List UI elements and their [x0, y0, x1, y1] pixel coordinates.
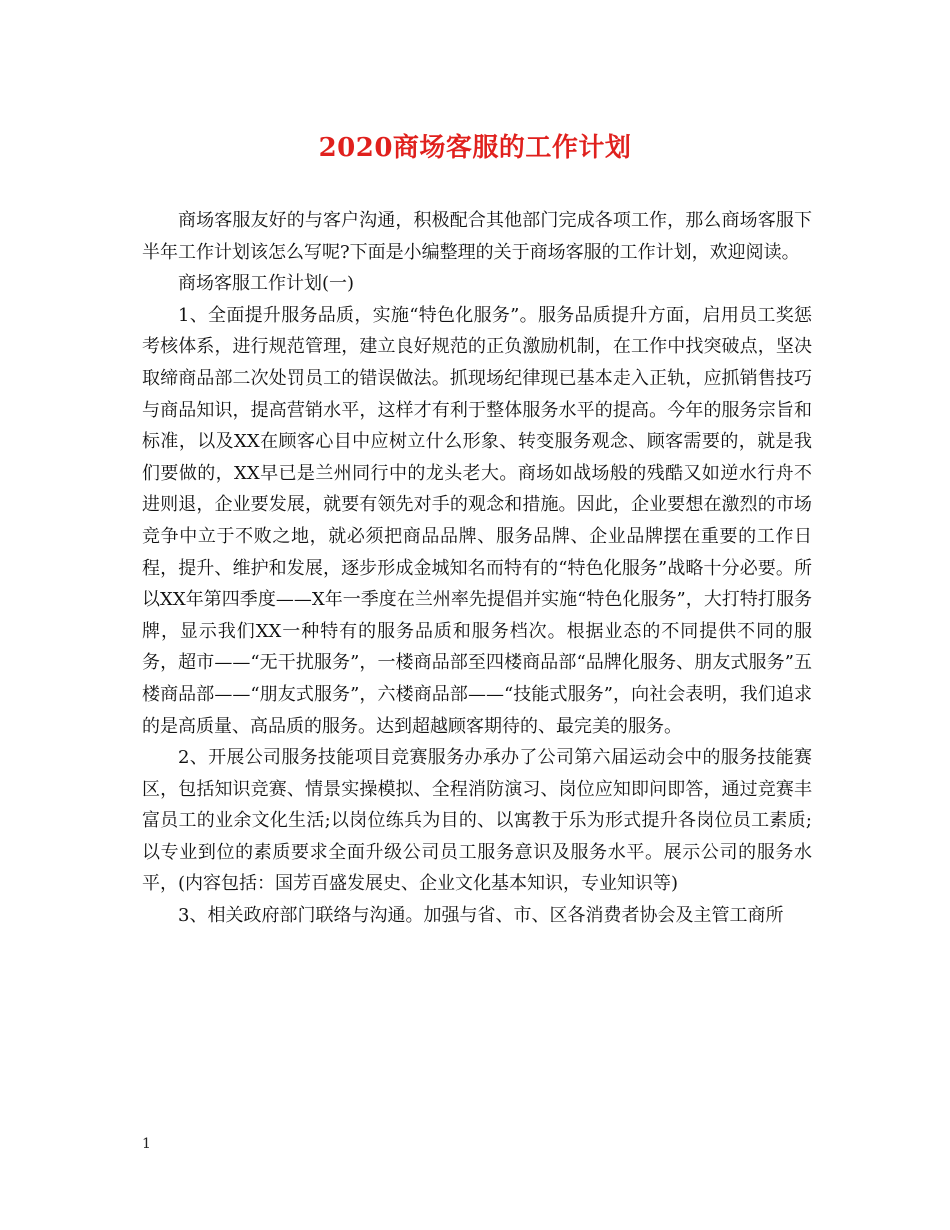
paragraph-item-1: 1、全面提升服务品质，实施“特色化服务”。服务品质提升方面，启用员工奖惩考核体系，进行规范管理，建立良好规范的正负激励机制，在工作中找突破点，坚决取缔商品部二次处罚员工的错误做法。抓现场纪律现已基本走入正轨，应抓销售技巧与商品知识，提高营销水平，这样才有利于整体服务水平的提高。今年的服务宗旨和标准，以及XX在顾客心目中应树立什么形象、转变服务观念、顾客需要的，就是我们要做的，XX早已是兰州同行中的龙头老大。商场如战场般的残酷又如逆水行舟不进则退，企业要发展，就要有领先对手的观念和措施。因此，企业要想在激烈的市场竞争中立于不败之地，就必须把商品品牌、服务品牌、企业品牌摆在重要的工作日程，提升、维护和发展，逐步形成金城知名而特有的“特色化服务”战略十分必要。所以XX年第四季度——X年一季度在兰州率先提倡并实施“特色化服务”，大打特打服务牌，显示我们XX一种特有的服务品质和服务档次。根据业态的不同提供不同的服务，超市——“无干扰服务”，一楼商品部至四楼商品部“品牌化服务、朋友式服务”五楼商品部——“朋友式服务”，六楼商品部——“技能式服务”，向社会表明，我们追求的是高质量、高品质的服务。达到超越顾客期待的、最完美的服务。 [142, 304, 812, 737]
document-body [142, 205, 812, 932]
paragraph-item-3: 3、相关政府部门联络与沟通。加强与省、市、区各消费者协会及主管工商所 [178, 905, 784, 927]
page-number: 1 [142, 1136, 151, 1152]
paragraph-item-2: 2、开展公司服务技能项目竞赛服务办承办了公司第六届运动会中的服务技能赛区，包括知识竞赛、情景实操模拟、全程消防演习、岗位应知即问即答，通过竞赛丰富员工的业余文化生活;以岗位练兵为目的、以寓教于乐为形式提升各岗位员工素质;以专业到位的素质要求全面升级公司员工服务意识及服务水平。展示公司的服务水平，(内容包括：国芳百盛发展史、企业文化基本知识，专业知识等) [142, 747, 812, 895]
document-title: 2020商场客服的工作计划 [318, 133, 632, 163]
section-heading: 商场客服工作计划(一) [178, 273, 355, 295]
intro-paragraph: 商场客服友好的与客户沟通，积极配合其他部门完成各项工作，那么商场客服下半年工作计划该怎么写呢?下面是小编整理的关于商场客服的工作计划，欢迎阅读。 [142, 210, 812, 263]
